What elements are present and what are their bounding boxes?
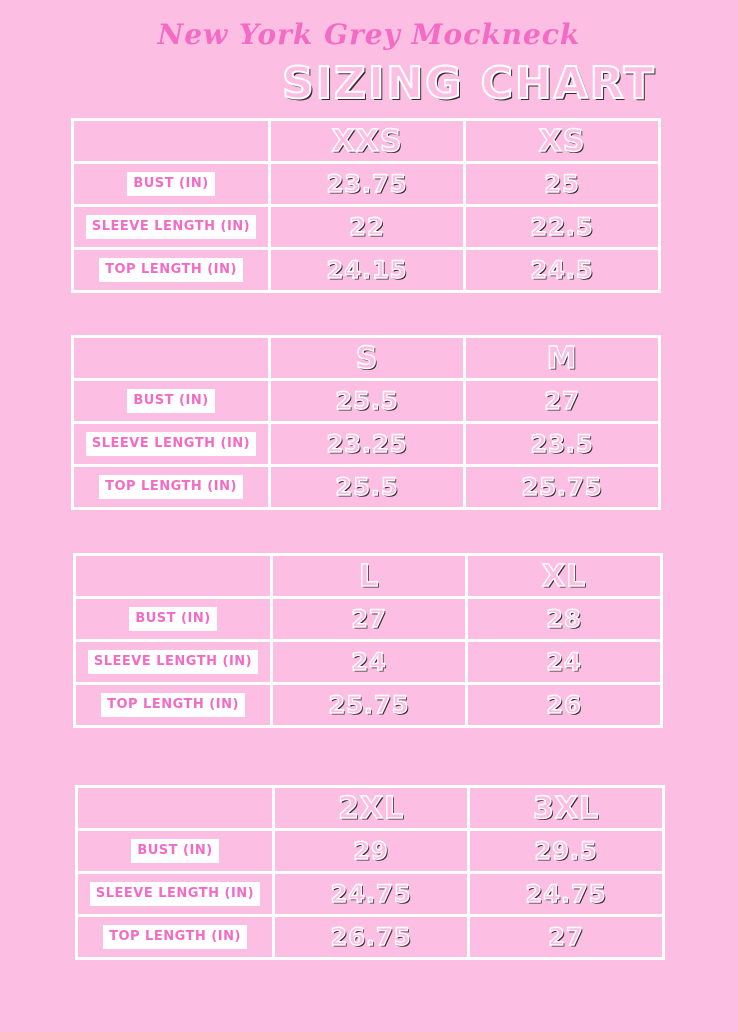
measurement-value: 24.75 xyxy=(330,880,412,908)
measurement-value: 25.75 xyxy=(328,691,410,719)
value-cell xyxy=(465,423,660,466)
row-label-cell xyxy=(75,598,272,641)
size-header-cell xyxy=(465,337,660,380)
chart-title: SIZING CHART xyxy=(282,58,656,109)
measurement-value: 27 xyxy=(544,387,580,415)
size-header-cell xyxy=(467,555,662,598)
empty-corner-cell xyxy=(77,787,274,830)
row-label-cell xyxy=(75,641,272,684)
value-cell xyxy=(469,916,664,959)
measurement-label: TOP LENGTH (IN) xyxy=(99,258,243,282)
size-header-cell xyxy=(469,787,664,830)
value-cell xyxy=(270,206,465,249)
measurement-value: 27 xyxy=(351,605,387,633)
value-cell xyxy=(274,916,469,959)
table-row-sleeve-length xyxy=(77,873,664,916)
value-cell xyxy=(465,206,660,249)
measurement-value: 27 xyxy=(548,923,584,951)
value-cell xyxy=(465,249,660,292)
row-label-cell xyxy=(77,916,274,959)
table-row-bust xyxy=(77,830,664,873)
row-label-cell xyxy=(77,830,274,873)
measurement-value: 29 xyxy=(353,837,389,865)
measurement-label: TOP LENGTH (IN) xyxy=(101,693,245,717)
measurement-label: BUST (IN) xyxy=(129,607,216,631)
measurement-value: 24.5 xyxy=(530,256,594,284)
value-cell xyxy=(272,684,467,727)
value-cell xyxy=(469,830,664,873)
size-table-xxs-xs xyxy=(71,118,661,293)
measurement-label: SLEEVE LENGTH (IN) xyxy=(86,215,256,239)
measurement-label: BUST (IN) xyxy=(127,389,214,413)
row-label-cell xyxy=(73,249,270,292)
size-header-cell xyxy=(270,337,465,380)
table-header-row xyxy=(73,337,660,380)
value-cell xyxy=(270,380,465,423)
size-header-cell xyxy=(465,120,660,163)
measurement-value: 28 xyxy=(546,605,582,633)
size-label: L xyxy=(358,558,380,594)
measurement-value: 25.75 xyxy=(521,473,603,501)
table-row-sleeve-length xyxy=(75,641,662,684)
measurement-value: 25.5 xyxy=(335,473,399,501)
size-table-2xl-3xl xyxy=(75,785,665,960)
value-cell xyxy=(469,873,664,916)
measurement-value: 26 xyxy=(546,691,582,719)
row-label-cell xyxy=(75,684,272,727)
table-row-sleeve-length xyxy=(73,206,660,249)
chart-subtitle: New York Grey Mockneck xyxy=(157,18,581,51)
row-label-cell xyxy=(73,466,270,509)
size-label: M xyxy=(546,340,578,376)
size-label: 2XL xyxy=(337,790,405,826)
value-cell xyxy=(272,598,467,641)
empty-corner-cell xyxy=(75,555,272,598)
size-table-l-xl xyxy=(73,553,663,728)
measurement-value: 29.5 xyxy=(534,837,598,865)
empty-corner-cell xyxy=(73,337,270,380)
value-cell xyxy=(272,641,467,684)
row-label-cell xyxy=(77,873,274,916)
measurement-value: 24 xyxy=(351,648,387,676)
row-label-cell xyxy=(73,206,270,249)
measurement-value: 22.5 xyxy=(530,213,594,241)
table-row-top-length xyxy=(77,916,664,959)
measurement-value: 22 xyxy=(349,213,385,241)
value-cell xyxy=(465,466,660,509)
empty-corner-cell xyxy=(73,120,270,163)
size-label: XS xyxy=(538,123,586,159)
size-header-cell xyxy=(272,555,467,598)
size-label: 3XL xyxy=(532,790,600,826)
table-row-bust xyxy=(73,163,660,206)
value-cell xyxy=(270,163,465,206)
measurement-label: SLEEVE LENGTH (IN) xyxy=(86,432,256,456)
measurement-value: 24.15 xyxy=(326,256,408,284)
table-header-row xyxy=(73,120,660,163)
measurement-label: TOP LENGTH (IN) xyxy=(103,925,247,949)
row-label-cell xyxy=(73,380,270,423)
size-label: S xyxy=(355,340,379,376)
size-table-s-m xyxy=(71,335,661,510)
value-cell xyxy=(270,466,465,509)
measurement-value: 23.5 xyxy=(530,430,594,458)
measurement-value: 26.75 xyxy=(330,923,412,951)
value-cell xyxy=(467,641,662,684)
value-cell xyxy=(465,380,660,423)
row-label-cell xyxy=(73,163,270,206)
table-row-bust xyxy=(73,380,660,423)
value-cell xyxy=(465,163,660,206)
measurement-value: 24 xyxy=(546,648,582,676)
measurement-label: BUST (IN) xyxy=(131,839,218,863)
measurement-value: 25 xyxy=(544,170,580,198)
value-cell xyxy=(467,684,662,727)
measurement-label: SLEEVE LENGTH (IN) xyxy=(90,882,260,906)
measurement-value: 23.75 xyxy=(326,170,408,198)
size-label: XL xyxy=(541,558,587,594)
measurement-value: 24.75 xyxy=(525,880,607,908)
size-header-cell xyxy=(274,787,469,830)
value-cell xyxy=(467,598,662,641)
value-cell xyxy=(270,423,465,466)
table-row-top-length xyxy=(73,249,660,292)
value-cell xyxy=(270,249,465,292)
table-header-row xyxy=(75,555,662,598)
table-row-top-length xyxy=(75,684,662,727)
measurement-label: TOP LENGTH (IN) xyxy=(99,475,243,499)
size-header-cell xyxy=(270,120,465,163)
table-header-row xyxy=(77,787,664,830)
row-label-cell xyxy=(73,423,270,466)
measurement-value: 25.5 xyxy=(335,387,399,415)
size-label: XXS xyxy=(331,123,403,159)
value-cell xyxy=(274,830,469,873)
table-row-bust xyxy=(75,598,662,641)
measurement-value: 23.25 xyxy=(326,430,408,458)
measurement-label: BUST (IN) xyxy=(127,172,214,196)
measurement-label: SLEEVE LENGTH (IN) xyxy=(88,650,258,674)
table-row-sleeve-length xyxy=(73,423,660,466)
table-row-top-length xyxy=(73,466,660,509)
value-cell xyxy=(274,873,469,916)
